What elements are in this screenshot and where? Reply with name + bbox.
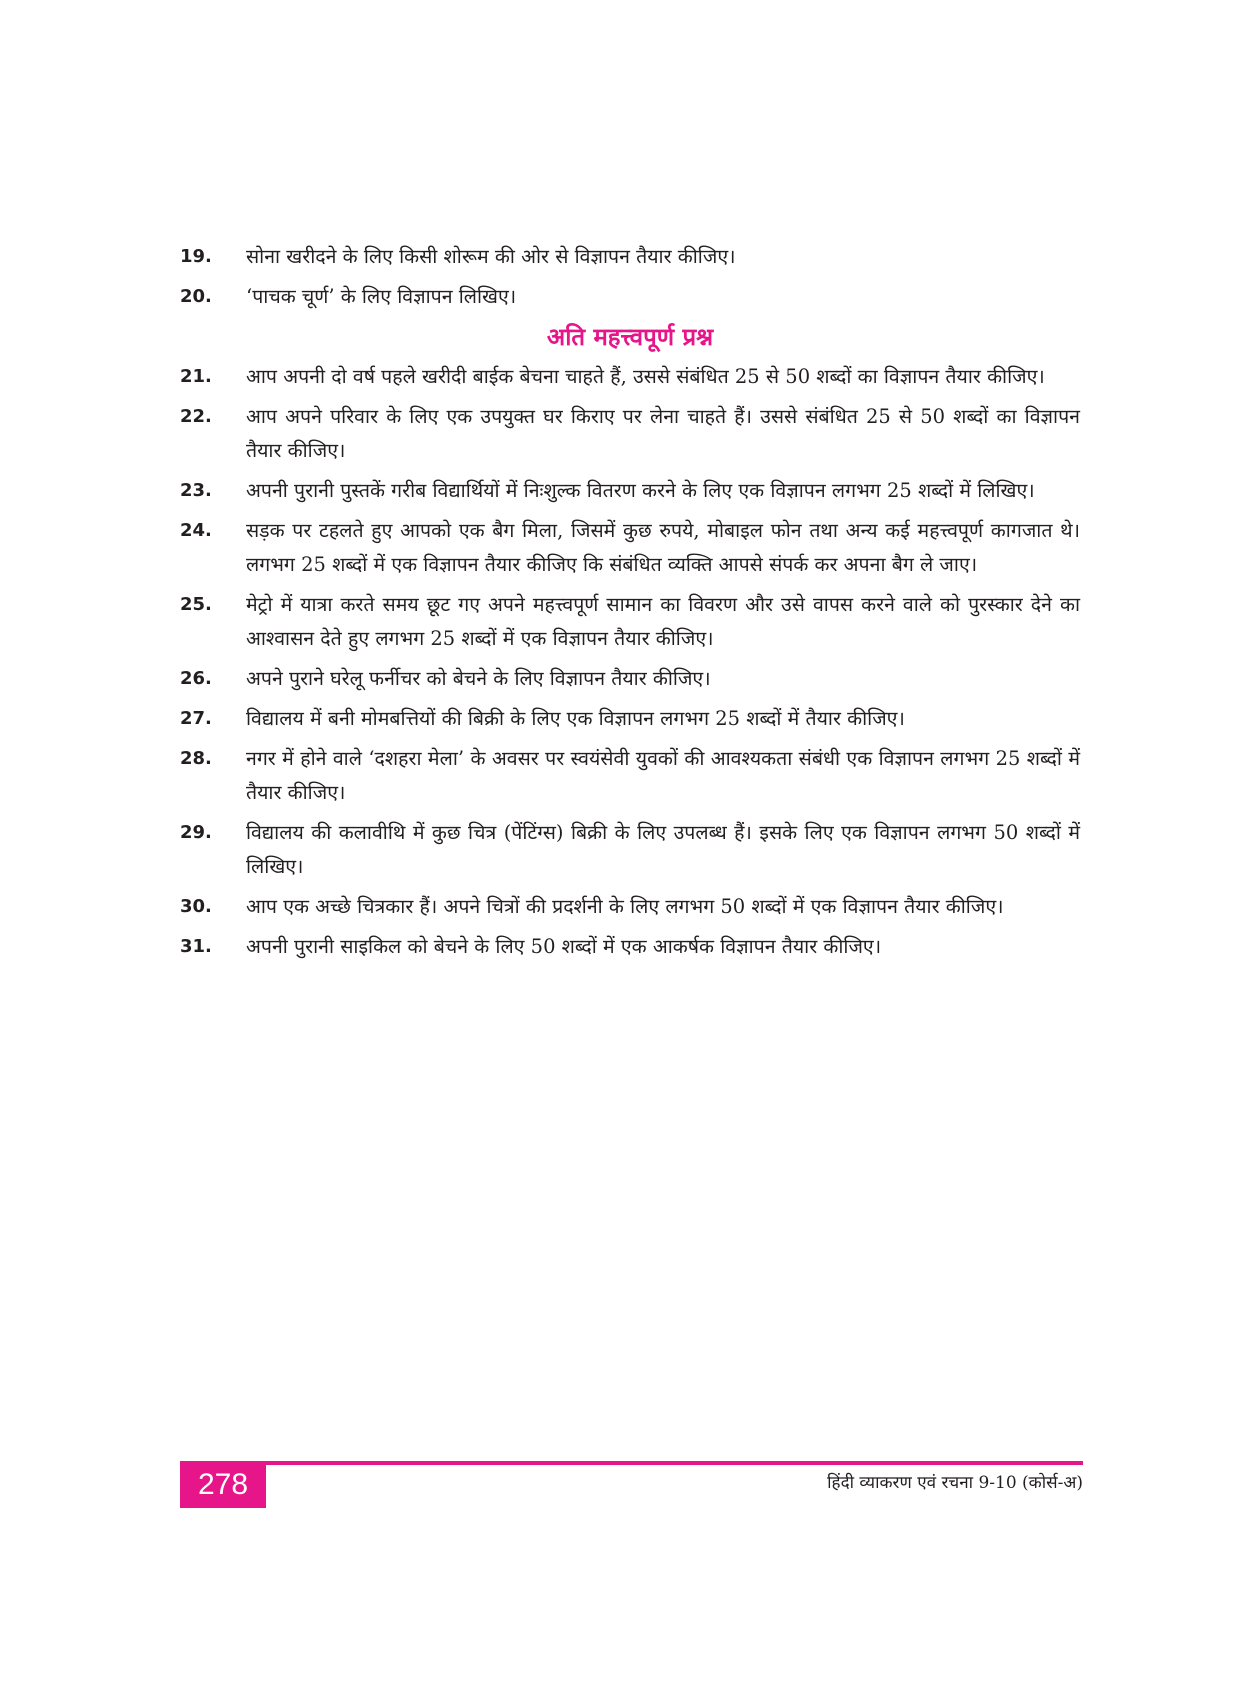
question-text: मेट्रो में यात्रा करते समय छूट गए अपने महत्त्वपूर्ण सामान का विवरण और उसे वापस करने वाले को पुरस्कार देने का आश्वासन देते हुए लगभग 25 शब्दों में एक विज्ञापन तैयार कीजिए। [246, 593, 1080, 650]
question-text: विद्यालय में बनी मोमबत्तियों की बिक्री के लिए एक विज्ञापन लगभग 25 शब्दों में तैयार कीजिए। [246, 707, 905, 730]
question-text: सड़क पर टहलते हुए आपको एक बैग मिला, जिसमें कुछ रुपये, मोबाइल फोन तथा अन्य कई महत्त्वपूर्ण कागजात थे। लगभग 25 शब्दों में एक विज्ञापन तैयार कीजिए कि संबंधित व्यक्ति आपसे संपर्क कर अपना बैग ले जाए। [246, 519, 1080, 576]
question-number: 22. [180, 406, 212, 427]
question-list-before [180, 240, 1080, 314]
question-text: आप अपने परिवार के लिए एक उपयुक्त घर किराए पर लेना चाहते हैं। उससे संबंधित 25 से 50 शब्दों का विज्ञापन तैयार कीजिए। [246, 405, 1080, 462]
question-number: 21. [180, 366, 212, 387]
page-number: 278 [180, 1461, 266, 1508]
question-item [180, 890, 1080, 924]
question-item [180, 400, 1080, 468]
question-text: सोना खरीदने के लिए किसी शोरूम की ओर से विज्ञापन तैयार कीजिए। [246, 245, 736, 268]
question-number: 20. [180, 286, 212, 307]
question-number: 27. [180, 708, 212, 729]
page-footer [180, 1461, 1083, 1509]
question-text: अपने पुराने घरेलू फर्नीचर को बेचने के लिए विज्ञापन तैयार कीजिए। [246, 667, 711, 690]
question-item [180, 742, 1080, 810]
question-text: अपनी पुरानी पुस्तकें गरीब विद्यार्थियों में निःशुल्क वितरण करने के लिए एक विज्ञापन लगभग 25 शब्दों में लिखिए। [246, 479, 1035, 502]
question-number: 25. [180, 594, 212, 615]
question-text: आप अपनी दो वर्ष पहले खरीदी बाईक बेचना चाहते हैं, उससे संबंधित 25 से 50 शब्दों का विज्ञापन तैयार कीजिए। [246, 365, 1045, 388]
section-heading: अति महत्त्वपूर्ण प्रश्न [546, 322, 714, 351]
question-number: 31. [180, 936, 212, 957]
question-text: अपनी पुरानी साइकिल को बेचने के लिए 50 शब्दों में एक आकर्षक विज्ञापन तैयार कीजिए। [246, 935, 882, 958]
question-item [180, 240, 1080, 274]
footer-divider [180, 1461, 1083, 1465]
question-number: 24. [180, 520, 212, 541]
question-item [180, 930, 1080, 964]
book-title: हिंदी व्याकरण एवं रचना 9-10 (कोर्स-अ) [827, 1473, 1083, 1493]
question-number: 28. [180, 748, 212, 769]
question-text: आप एक अच्छे चित्रकार हैं। अपने चित्रों की प्रदर्शनी के लिए लगभग 50 शब्दों में एक विज्ञापन तैयार कीजिए। [246, 895, 1004, 918]
question-number: 26. [180, 668, 212, 689]
question-item [180, 588, 1080, 656]
question-number: 19. [180, 246, 212, 267]
page-content [180, 240, 1080, 970]
question-number: 30. [180, 896, 212, 917]
question-item [180, 474, 1080, 508]
question-item [180, 702, 1080, 736]
question-item [180, 514, 1080, 582]
question-item [180, 360, 1080, 394]
question-item [180, 662, 1080, 696]
question-number: 23. [180, 480, 212, 501]
question-list-after [180, 360, 1080, 964]
question-text: ‘पाचक चूर्ण’ के लिए विज्ञापन लिखिए। [246, 285, 517, 308]
question-item [180, 280, 1080, 314]
question-text: नगर में होने वाले ‘दशहरा मेला’ के अवसर पर स्वयंसेवी युवकों की आवश्यकता संबंधी एक विज्ञापन लगभग 25 शब्दों में तैयार कीजिए। [246, 747, 1080, 804]
question-text: विद्यालय की कलावीथि में कुछ चित्र (पेंटिंग्स) बिक्री के लिए उपलब्ध हैं। इसके लिए एक विज्ञापन लगभग 50 शब्दों में लिखिए। [246, 821, 1080, 878]
question-number: 29. [180, 822, 212, 843]
question-item [180, 816, 1080, 884]
